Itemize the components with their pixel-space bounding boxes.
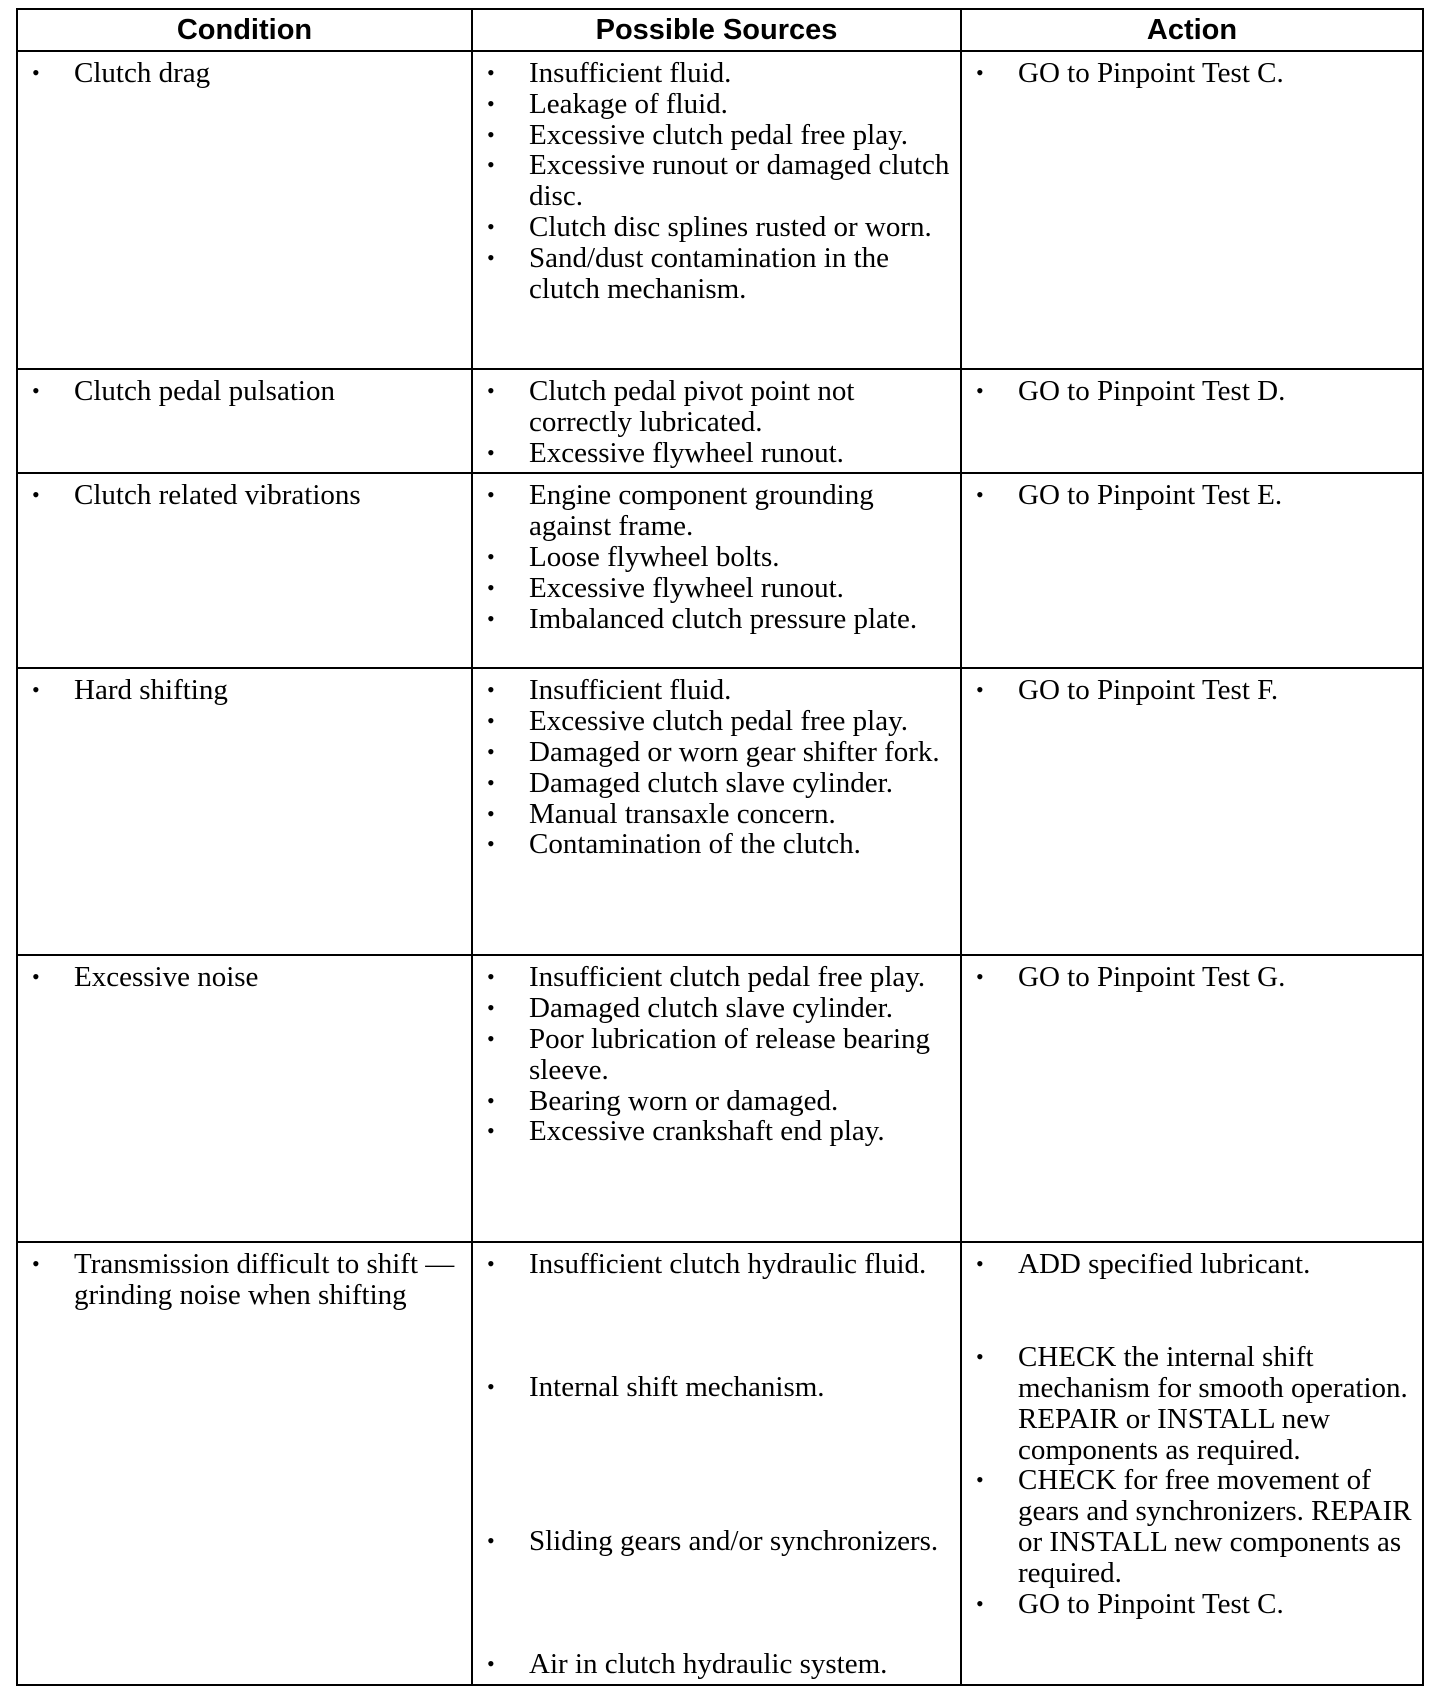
source-item: • Excessive flywheel runout. bbox=[473, 573, 960, 604]
source-item: • Engine component grounding against frame. bbox=[473, 480, 960, 542]
condition-text: • Transmission difficult to shift — grinding noise when shifting bbox=[18, 1249, 471, 1311]
condition-cell bbox=[17, 369, 472, 473]
table-row bbox=[17, 473, 1423, 668]
action-cell bbox=[961, 473, 1423, 668]
action-item: • GO to Pinpoint Test F. bbox=[962, 675, 1422, 706]
action-item: • ADD specified lubricant. bbox=[962, 1249, 1422, 1280]
condition-cell bbox=[17, 1242, 472, 1684]
sources-cell bbox=[472, 955, 961, 1242]
action-item: • GO to Pinpoint Test D. bbox=[962, 376, 1422, 407]
source-item: • Clutch pedal pivot point not correctly lubricated. bbox=[473, 376, 960, 438]
source-item: • Excessive flywheel runout. bbox=[473, 438, 960, 469]
action-item: • GO to Pinpoint Test G. bbox=[962, 962, 1422, 993]
condition-cell bbox=[17, 51, 472, 369]
condition-text: • Clutch pedal pulsation bbox=[18, 376, 471, 407]
action-cell bbox=[961, 668, 1423, 955]
source-item: • Damaged or worn gear shifter fork. bbox=[473, 737, 960, 768]
action-cell bbox=[961, 955, 1423, 1242]
table-row bbox=[17, 668, 1423, 955]
action-item: • GO to Pinpoint Test C. bbox=[962, 1589, 1422, 1620]
source-item: • Excessive runout or damaged clutch disc. bbox=[473, 150, 960, 212]
header-row bbox=[17, 9, 1423, 51]
source-item: • Air in clutch hydraulic system. bbox=[473, 1649, 960, 1680]
source-item: • Sliding gears and/or synchronizers. bbox=[473, 1526, 960, 1557]
source-item: • Damaged clutch slave cylinder. bbox=[473, 768, 960, 799]
action-cell bbox=[961, 369, 1423, 473]
table-row bbox=[17, 1242, 1423, 1684]
source-item: • Sand/dust contamination in the clutch mechanism. bbox=[473, 243, 960, 305]
source-item: • Loose flywheel bolts. bbox=[473, 542, 960, 573]
source-item: • Insufficient clutch hydraulic fluid. bbox=[473, 1249, 960, 1280]
source-item: • Leakage of fluid. bbox=[473, 89, 960, 120]
source-item: • Damaged clutch slave cylinder. bbox=[473, 993, 960, 1024]
table-row bbox=[17, 369, 1423, 473]
condition-cell bbox=[17, 668, 472, 955]
source-item: • Insufficient clutch pedal free play. bbox=[473, 962, 960, 993]
table-row bbox=[17, 955, 1423, 1242]
action-cell bbox=[961, 1242, 1423, 1684]
source-item: • Bearing worn or damaged. bbox=[473, 1086, 960, 1117]
source-item: • Contamination of the clutch. bbox=[473, 829, 960, 860]
action-item: • GO to Pinpoint Test C. bbox=[962, 58, 1422, 89]
sources-cell bbox=[472, 51, 961, 369]
sources-cell bbox=[472, 668, 961, 955]
header-action: Action bbox=[961, 9, 1423, 51]
source-item: • Insufficient fluid. bbox=[473, 58, 960, 89]
source-item: • Clutch disc splines rusted or worn. bbox=[473, 212, 960, 243]
condition-text: • Hard shifting bbox=[18, 675, 471, 706]
source-item: • Imbalanced clutch pressure plate. bbox=[473, 604, 960, 635]
condition-cell bbox=[17, 473, 472, 668]
source-item: • Manual transaxle concern. bbox=[473, 799, 960, 830]
condition-text: • Clutch related vibrations bbox=[18, 480, 471, 511]
source-item: • Internal shift mechanism. bbox=[473, 1372, 960, 1403]
source-item: • Excessive clutch pedal free play. bbox=[473, 120, 960, 151]
table-row bbox=[17, 51, 1423, 369]
action-item: • CHECK the internal shift mechanism for smooth operation. REPAIR or INSTALL new components as required. bbox=[962, 1342, 1422, 1465]
diagnosis-table bbox=[16, 8, 1424, 1686]
condition-cell bbox=[17, 955, 472, 1242]
source-item: • Poor lubrication of release bearing sleeve. bbox=[473, 1024, 960, 1086]
sources-cell bbox=[472, 473, 961, 668]
source-item: • Excessive clutch pedal free play. bbox=[473, 706, 960, 737]
header-possible-sources: Possible Sources bbox=[472, 9, 961, 51]
sources-cell bbox=[472, 1242, 961, 1684]
action-item: • CHECK for free movement of gears and synchronizers. REPAIR or INSTALL new components as required. bbox=[962, 1465, 1422, 1588]
source-item: • Excessive crankshaft end play. bbox=[473, 1116, 960, 1147]
source-item: • Insufficient fluid. bbox=[473, 675, 960, 706]
action-item: • GO to Pinpoint Test E. bbox=[962, 480, 1422, 511]
sources-cell bbox=[472, 369, 961, 473]
condition-text: • Excessive noise bbox=[18, 962, 471, 993]
header-condition: Condition bbox=[17, 9, 472, 51]
action-cell bbox=[961, 51, 1423, 369]
condition-text: • Clutch drag bbox=[18, 58, 471, 89]
